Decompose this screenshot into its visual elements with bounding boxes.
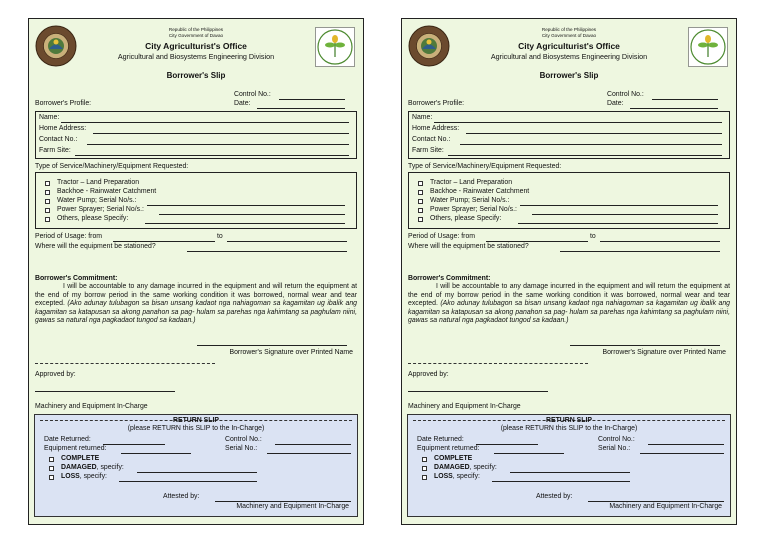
loss-checkbox[interactable] bbox=[422, 475, 427, 480]
stationed-label: Where will the equipment be stationed? bbox=[35, 243, 156, 250]
service-option: Backhoe - Rainwater Catchment bbox=[430, 188, 530, 195]
period-from-field[interactable] bbox=[113, 241, 215, 242]
return-slip-title: RETURN SLIP bbox=[546, 417, 592, 424]
period-from-label: Period of Usage: from bbox=[408, 233, 476, 240]
home-address-label: Home Address: bbox=[412, 125, 460, 132]
return-slip-note: (please RETURN this SLIP to the In-Charge) bbox=[500, 425, 638, 432]
profile-box bbox=[35, 111, 357, 159]
date-label: Date: bbox=[234, 100, 251, 107]
borrowers-profile-label: Borrower's Profile: bbox=[35, 100, 92, 107]
service-checkbox[interactable] bbox=[418, 190, 423, 195]
republic-text: Republic of the Philippines bbox=[168, 27, 224, 32]
return-slip bbox=[34, 414, 358, 517]
period-to-label: to bbox=[217, 233, 223, 240]
power-sprayer-serial-field[interactable] bbox=[159, 214, 345, 215]
republic-text: Republic of the Philippines bbox=[541, 27, 597, 32]
serial-no-label: Serial No.: bbox=[225, 445, 258, 452]
attested-by-field[interactable] bbox=[215, 501, 351, 502]
damaged-specify-field[interactable] bbox=[137, 472, 257, 473]
approved-by-label: Approved by: bbox=[35, 371, 76, 378]
loss-specify-field[interactable] bbox=[119, 481, 257, 482]
control-no-field[interactable] bbox=[279, 99, 345, 100]
return-control-no-label: Control No.: bbox=[225, 436, 262, 443]
signature-line[interactable] bbox=[197, 345, 347, 346]
form-title: Borrower's Slip bbox=[166, 71, 226, 80]
service-option: Power Sprayer; Serial No/s.: bbox=[430, 206, 517, 213]
signature-label: Borrower's Signature over Printed Name bbox=[229, 349, 353, 356]
return-slip-note: (please RETURN this SLIP to the In-Charge) bbox=[127, 425, 265, 432]
stationed-field[interactable] bbox=[187, 251, 347, 252]
in-charge-label: Machinery and Equipment In-Charge bbox=[35, 403, 148, 410]
date-returned-label: Date Returned: bbox=[417, 436, 464, 443]
damaged-checkbox[interactable] bbox=[422, 466, 427, 471]
service-option: Tractor – Land Preparation bbox=[430, 179, 513, 186]
date-field[interactable] bbox=[630, 108, 718, 109]
agriculturist-logo-icon bbox=[688, 27, 728, 67]
serial-no-label: Serial No.: bbox=[598, 445, 631, 452]
city-seal-icon bbox=[35, 25, 77, 67]
farm-site-label: Farm Site: bbox=[39, 147, 71, 154]
commitment-text: I will be accountable to any damage incurred in the equipment and will return the equipment at the end of my borrow period in the same working condition it was borrowed, normal wear and tear excepted. (Ako adunay tulubagon sa bisan unsang kadaot nga nahiagoman sa kagamitan ug ibalik ang kagamitan sa katapusan sa akong panahon sa pag- hulam sa parehas nga kahimtang sa paghulam niini, gawas sa natural nga pagkadaot tungod sa kadaan.) bbox=[408, 283, 730, 325]
farm-site-field[interactable] bbox=[75, 155, 349, 156]
loss-specify-field[interactable] bbox=[492, 481, 630, 482]
return-in-charge-label: Machinery and Equipment In-Charge bbox=[236, 503, 349, 510]
divider bbox=[408, 363, 588, 364]
control-no-field[interactable] bbox=[652, 99, 718, 100]
date-field[interactable] bbox=[257, 108, 345, 109]
damaged-checkbox[interactable] bbox=[49, 466, 54, 471]
water-pump-serial-field[interactable] bbox=[520, 205, 718, 206]
agriculturist-logo-icon bbox=[315, 27, 355, 67]
approved-by-field[interactable] bbox=[35, 391, 175, 392]
commitment-text: I will be accountable to any damage incurred in the equipment and will return the equipment at the end of my borrow period in the same working condition it was borrowed, normal wear and tear excepted. (Ako adunay tulubagon sa bisan unsang kadaot nga nahiagoman sa kagamitan ug ibalik ang kagamitan sa katapusan sa akong panahon sa pag- hulam sa parehas nga kahimtang sa paghulam niini, gawas sa natural nga pagkadaot tungod sa kadaan.) bbox=[35, 283, 357, 325]
complete-checkbox[interactable] bbox=[422, 457, 427, 462]
borrowers-slip-right bbox=[401, 18, 737, 525]
return-control-no-label: Control No.: bbox=[598, 436, 635, 443]
period-from-label: Period of Usage: from bbox=[35, 233, 103, 240]
date-label: Date: bbox=[607, 100, 624, 107]
period-to-field[interactable] bbox=[600, 241, 720, 242]
loss-label: LOSS, specify: bbox=[61, 473, 107, 480]
approved-by-field[interactable] bbox=[408, 391, 548, 392]
others-specify-field[interactable] bbox=[518, 223, 718, 224]
division-text: Agricultural and Biosystems Engineering Division bbox=[117, 52, 275, 61]
farm-site-label: Farm Site: bbox=[412, 147, 444, 154]
service-checkbox[interactable] bbox=[418, 181, 423, 186]
stationed-label: Where will the equipment be stationed? bbox=[408, 243, 529, 250]
return-slip-title: RETURN SLIP bbox=[173, 417, 219, 424]
office-title: City Agriculturist's Office bbox=[145, 41, 247, 51]
division-text: Agricultural and Biosystems Engineering Division bbox=[490, 52, 648, 61]
equipment-returned-field[interactable] bbox=[494, 453, 564, 454]
complete-label: COMPLETE bbox=[434, 455, 473, 462]
service-option: Others, please Specify: bbox=[430, 215, 502, 222]
name-field[interactable] bbox=[434, 122, 722, 123]
name-label: Name: bbox=[39, 114, 60, 121]
return-control-no-field[interactable] bbox=[648, 444, 724, 445]
service-checkbox[interactable] bbox=[45, 217, 50, 222]
return-in-charge-label: Machinery and Equipment In-Charge bbox=[609, 503, 722, 510]
attested-by-field[interactable] bbox=[588, 501, 724, 502]
serial-no-field[interactable] bbox=[640, 453, 724, 454]
power-sprayer-serial-field[interactable] bbox=[532, 214, 718, 215]
service-option: Water Pump; Serial No/s.: bbox=[57, 197, 137, 204]
equipment-returned-field[interactable] bbox=[121, 453, 191, 454]
contact-no-label: Contact No.: bbox=[412, 136, 451, 143]
return-control-no-field[interactable] bbox=[275, 444, 351, 445]
return-slip bbox=[407, 414, 731, 517]
service-option: Water Pump; Serial No/s.: bbox=[430, 197, 510, 204]
others-specify-field[interactable] bbox=[145, 223, 345, 224]
commitment-title: Borrower's Commitment: bbox=[408, 275, 491, 282]
damaged-label: DAMAGED, specify: bbox=[434, 464, 497, 471]
borrowers-slip-left bbox=[28, 18, 364, 525]
name-label: Name: bbox=[412, 114, 433, 121]
home-address-field[interactable] bbox=[93, 133, 349, 134]
government-text: City Government of Davao bbox=[541, 33, 597, 38]
signature-line[interactable] bbox=[570, 345, 720, 346]
damaged-specify-field[interactable] bbox=[510, 472, 630, 473]
contact-no-field[interactable] bbox=[460, 144, 722, 145]
control-no-label: Control No.: bbox=[607, 91, 644, 98]
profile-box bbox=[408, 111, 730, 159]
loss-label: LOSS, specify: bbox=[434, 473, 480, 480]
attested-by-label: Attested by: bbox=[163, 493, 200, 500]
name-field[interactable] bbox=[61, 122, 349, 123]
divider bbox=[35, 363, 215, 364]
form-title: Borrower's Slip bbox=[539, 71, 599, 80]
damaged-label: DAMAGED, specify: bbox=[61, 464, 124, 471]
service-checkbox[interactable] bbox=[418, 217, 423, 222]
service-checkbox[interactable] bbox=[418, 208, 423, 213]
period-to-label: to bbox=[590, 233, 596, 240]
service-option: Backhoe - Rainwater Catchment bbox=[57, 188, 157, 195]
service-checkbox[interactable] bbox=[45, 199, 50, 204]
control-no-label: Control No.: bbox=[234, 91, 271, 98]
home-address-label: Home Address: bbox=[39, 125, 87, 132]
contact-no-label: Contact No.: bbox=[39, 136, 78, 143]
service-checkbox[interactable] bbox=[45, 181, 50, 186]
service-option: Others, please Specify: bbox=[57, 215, 129, 222]
approved-by-label: Approved by: bbox=[408, 371, 449, 378]
service-option: Tractor – Land Preparation bbox=[57, 179, 140, 186]
in-charge-label: Machinery and Equipment In-Charge bbox=[408, 403, 521, 410]
farm-site-field[interactable] bbox=[448, 155, 722, 156]
office-title: City Agriculturist's Office bbox=[518, 41, 620, 51]
service-type-heading: Type of Service/Machinery/Equipment Requested: bbox=[408, 163, 562, 170]
service-option: Power Sprayer; Serial No/s.: bbox=[57, 206, 144, 213]
loss-checkbox[interactable] bbox=[49, 475, 54, 480]
home-address-field[interactable] bbox=[466, 133, 722, 134]
borrowers-profile-label: Borrower's Profile: bbox=[408, 100, 465, 107]
equipment-returned-label: Equipment returned: bbox=[44, 445, 107, 452]
stationed-field[interactable] bbox=[560, 251, 720, 252]
date-returned-field[interactable] bbox=[476, 444, 538, 445]
date-returned-label: Date Returned: bbox=[44, 436, 91, 443]
commitment-title: Borrower's Commitment: bbox=[35, 275, 118, 282]
service-type-heading: Type of Service/Machinery/Equipment Requested: bbox=[35, 163, 189, 170]
signature-label: Borrower's Signature over Printed Name bbox=[602, 349, 726, 356]
complete-label: COMPLETE bbox=[61, 455, 100, 462]
contact-no-field[interactable] bbox=[87, 144, 349, 145]
date-returned-field[interactable] bbox=[103, 444, 165, 445]
service-checkbox[interactable] bbox=[45, 190, 50, 195]
serial-no-field[interactable] bbox=[267, 453, 351, 454]
water-pump-serial-field[interactable] bbox=[147, 205, 345, 206]
service-checkbox[interactable] bbox=[45, 208, 50, 213]
period-to-field[interactable] bbox=[227, 241, 347, 242]
complete-checkbox[interactable] bbox=[49, 457, 54, 462]
equipment-returned-label: Equipment returned: bbox=[417, 445, 480, 452]
period-from-field[interactable] bbox=[486, 241, 588, 242]
city-seal-icon bbox=[408, 25, 450, 67]
attested-by-label: Attested by: bbox=[536, 493, 573, 500]
government-text: City Government of Davao bbox=[168, 33, 224, 38]
service-checkbox[interactable] bbox=[418, 199, 423, 204]
